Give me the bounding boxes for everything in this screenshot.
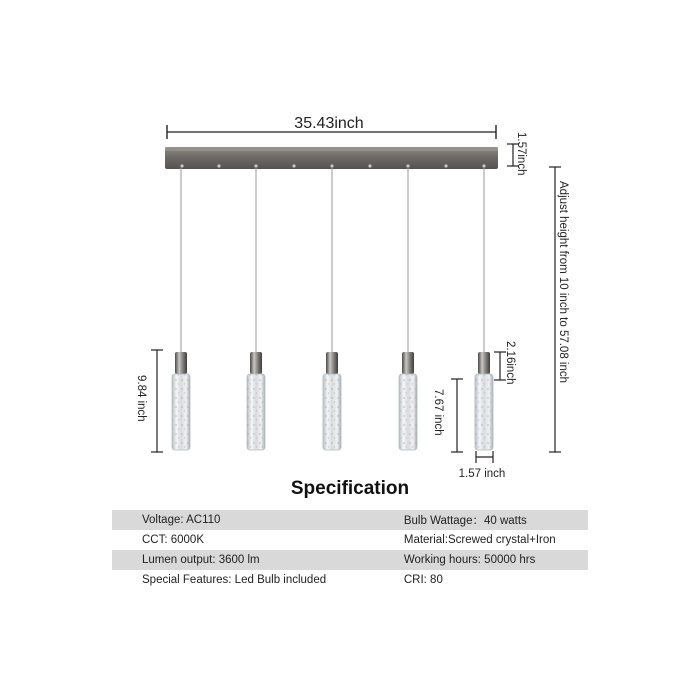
adjust-height-dimension bbox=[549, 167, 569, 452]
spec-lumen-output: Lumen output: 3600 lm bbox=[142, 554, 260, 566]
spec-bulb-wattage: Bulb Wattage：40 watts bbox=[403, 515, 527, 527]
pendant-light bbox=[172, 168, 190, 450]
cap-length-dimension bbox=[494, 341, 516, 384]
pendant-light bbox=[475, 168, 493, 450]
spec-material: Material:Screwed crystal+Iron bbox=[403, 534, 556, 546]
width-dimension bbox=[167, 115, 496, 139]
spec-voltage: Voltage: AC110 bbox=[142, 514, 221, 526]
tube-length-label: 7.67 inch bbox=[432, 389, 444, 436]
canopy-bar bbox=[165, 147, 498, 169]
pendant-light bbox=[399, 168, 417, 450]
tube-length-dimension bbox=[432, 379, 463, 452]
pendant-length-dimension bbox=[135, 350, 163, 452]
specification-title: Specification bbox=[290, 478, 410, 499]
spec-row bbox=[112, 510, 588, 530]
cap-length-label: 2.16inch bbox=[504, 341, 516, 385]
spec-cct: CCT: 6000K bbox=[142, 534, 205, 546]
pendant-length-label: 9.84 inch bbox=[135, 375, 147, 422]
spec-row bbox=[112, 550, 588, 570]
pendant-light bbox=[247, 168, 265, 450]
tube-diameter-dimension bbox=[459, 451, 506, 480]
spec-cri: CRI: 80 bbox=[403, 574, 443, 586]
pendant-light bbox=[323, 168, 341, 450]
specification-table bbox=[112, 510, 588, 590]
spec-special-features: Special Features: Led Bulb included bbox=[142, 574, 327, 586]
width-label: 35.43inch bbox=[294, 115, 364, 132]
spec-row bbox=[112, 570, 588, 590]
spec-working-hours: Working hours: 50000 hrs bbox=[403, 554, 536, 566]
adjust-height-label: Adjust height from 10 inch to 57.08 inch bbox=[557, 181, 569, 384]
canopy-height-dimension bbox=[507, 132, 527, 175]
spec-row bbox=[112, 530, 588, 550]
tube-diameter-label: 1.57 inch bbox=[458, 468, 506, 480]
canopy-height-label: 1.57inch bbox=[515, 132, 527, 176]
